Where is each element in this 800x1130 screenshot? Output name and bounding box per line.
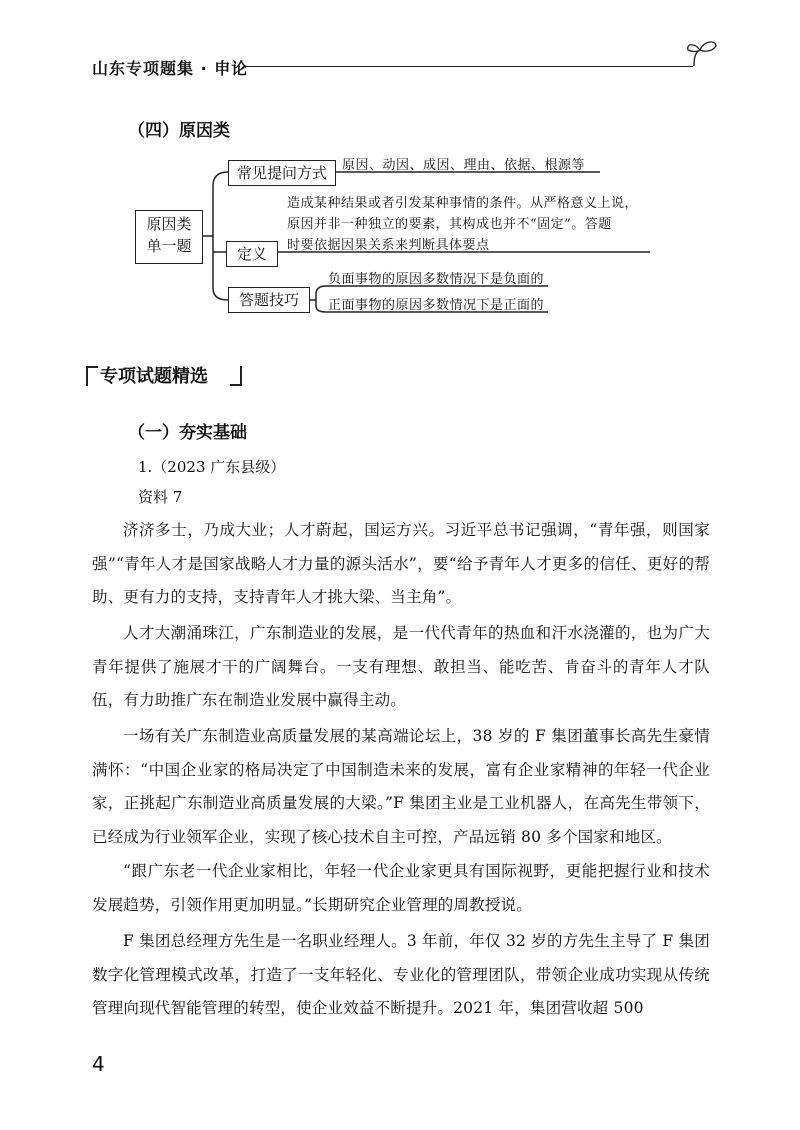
question-number: 1.（2023 广东县级）: [138, 458, 286, 476]
mindmap-node-answer-tips: 答题技巧: [228, 287, 310, 313]
paragraph-3: 一场有关广东制造业高质量发展的某高端论坛上，38 岁的 F 集团董事长高先生豪情满怀：“中国企业家的格局决定了中国制造未来的发展，富有企业家精神的年轻一代企业家，正挑起广东制造业高质量发展的大梁。”F 集团主业是工业机器人，在高先生带领下，已经成为行业领军企业，实现了核心技术自主可控，产品远销 80 多个国家和地区。: [92, 727, 710, 847]
paragraph-5: F 集团总经理方先生是一名职业经理人。3 年前，年仅 32 岁的方先生主导了 F 集团数字化管理模式改革，打造了一支年轻化、专业化的管理团队，带领企业成功实现从传统管理向现代智能管理的转型，使企业效益不断提升。2021 年，集团营收超 500: [92, 932, 710, 1018]
mindmap-text-question-format: 原因、动因、成因、理由、依据、根源等: [342, 158, 586, 173]
mindmap-text-tip-positive: 正面事物的原因多数情况下是正面的: [328, 298, 545, 313]
section-heading-reasons: （四）原因类: [128, 121, 230, 141]
section-banner: 专项试题精选: [100, 366, 208, 387]
mindmap-text-definition-line-2: 原因并非一种独立的要素，其构成也并不“固定”。答题: [287, 217, 612, 232]
mindmap-text-tip-negative: 负面事物的原因多数情况下是负面的: [328, 272, 545, 287]
mindmap-root-node: 原因类 单一题: [135, 210, 203, 264]
paragraph-2: 人才大潮涌珠江，广东制造业的发展，是一代代青年的热血和汗水浇灌的，也为广大青年提供了施展才干的广阔舞台。一支有理想、敢担当、能吃苦、肯奋斗的青年人才队伍，有力助推广东在制造业发展中赢得主动。: [92, 624, 710, 710]
banner-right-bracket: [230, 366, 242, 386]
mindmap-node-definition: 定义: [226, 241, 278, 267]
banner-left-bracket: [86, 366, 98, 386]
mindmap-text-definition-line-3: 时要依据因果关系来判断具体要点: [287, 238, 490, 253]
mindmap-node-question-format: 常见提问方式: [228, 160, 336, 186]
subsection-heading: （一）夯实基础: [128, 423, 247, 443]
mindmap-text-definition-line-1: 造成某种结果或者引发某种事情的条件。从严格意义上说，: [287, 196, 639, 211]
paragraph-4: “跟广东老一代企业家相比，年轻一代企业家更具有国际视野，更能把握行业和技术发展趋势，引领作用更加明显。”长期研究企业管理的周教授说。: [92, 862, 710, 914]
paragraph-1: 济济多士，乃成大业；人才蔚起，国运方兴。习近平总书记强调，“青年强，则国家强”“青年人才是国家战略人才力量的源头活水”，要“给予青年人才更多的信任、更好的帮助、更有力的支持，支持青年人才挑大梁、当主角”。: [92, 521, 710, 607]
material-label: 资料 7: [138, 488, 183, 506]
header-title: 山东专项题集 · 申论: [92, 59, 249, 78]
page-number: 4: [92, 1052, 105, 1076]
